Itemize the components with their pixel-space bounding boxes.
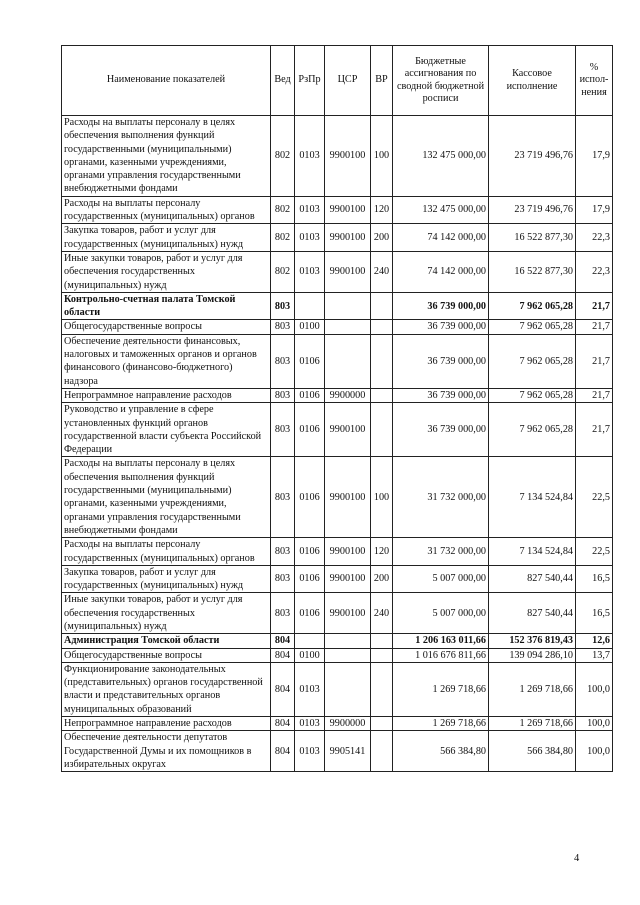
table-row <box>62 224 613 252</box>
cell-vr: 240 <box>371 251 393 292</box>
cell-ved: 802 <box>271 116 295 197</box>
cell-cash: 23 719 496,76 <box>489 196 576 224</box>
cell-rzpr <box>295 634 325 648</box>
cell-pct: 16,5 <box>576 593 613 634</box>
cell-csr <box>325 334 371 388</box>
cell-rzpr: 0103 <box>295 731 325 772</box>
cell-budget: 1 016 676 811,66 <box>393 648 489 662</box>
cell-pct: 21,7 <box>576 388 613 402</box>
cell-name: Общегосударственные вопросы <box>62 648 271 662</box>
cell-budget: 566 384,80 <box>393 731 489 772</box>
cell-vr <box>371 662 393 716</box>
cell-name: Расходы на выплаты персоналу в целях обеспечения выполнения функций государственными (муниципальными) органами, казенными учреждениями, органами управления государственными внебюджетными фондами <box>62 116 271 197</box>
cell-ved: 803 <box>271 593 295 634</box>
table-row <box>62 731 613 772</box>
header-name: Наименование показателей <box>62 46 271 116</box>
cell-budget: 36 739 000,00 <box>393 320 489 334</box>
cell-cash: 152 376 819,43 <box>489 634 576 648</box>
cell-rzpr: 0100 <box>295 320 325 334</box>
cell-csr: 9900100 <box>325 457 371 538</box>
cell-name: Иные закупки товаров, работ и услуг для обеспечения государственных (муниципальных) нужд <box>62 593 271 634</box>
table-row <box>62 320 613 334</box>
cell-cash: 139 094 286,10 <box>489 648 576 662</box>
cell-csr: 9900000 <box>325 388 371 402</box>
cell-budget: 74 142 000,00 <box>393 224 489 252</box>
cell-name: Расходы на выплаты персоналу государственных (муниципальных) органов <box>62 196 271 224</box>
cell-name: Администрация Томской области <box>62 634 271 648</box>
cell-ved: 803 <box>271 538 295 566</box>
cell-rzpr: 0106 <box>295 593 325 634</box>
cell-cash: 1 269 718,66 <box>489 717 576 731</box>
table-row <box>62 334 613 388</box>
cell-csr: 9900100 <box>325 565 371 593</box>
cell-name: Общегосударственные вопросы <box>62 320 271 334</box>
cell-csr <box>325 292 371 320</box>
cell-rzpr: 0106 <box>295 538 325 566</box>
cell-csr: 9900100 <box>325 224 371 252</box>
cell-vr <box>371 717 393 731</box>
cell-rzpr <box>295 292 325 320</box>
cell-rzpr: 0103 <box>295 116 325 197</box>
cell-ved: 804 <box>271 648 295 662</box>
cell-csr: 9900100 <box>325 196 371 224</box>
cell-budget: 5 007 000,00 <box>393 593 489 634</box>
cell-vr <box>371 292 393 320</box>
cell-rzpr: 0106 <box>295 403 325 457</box>
cell-name: Закупка товаров, работ и услуг для государственных (муниципальных) нужд <box>62 224 271 252</box>
cell-ved: 803 <box>271 565 295 593</box>
table-row <box>62 457 613 538</box>
cell-ved: 804 <box>271 662 295 716</box>
cell-csr <box>325 648 371 662</box>
cell-ved: 804 <box>271 634 295 648</box>
cell-rzpr: 0106 <box>295 388 325 402</box>
table-row <box>62 565 613 593</box>
cell-name: Контрольно-счетная палата Томской области <box>62 292 271 320</box>
cell-cash: 827 540,44 <box>489 565 576 593</box>
cell-rzpr: 0103 <box>295 196 325 224</box>
cell-pct: 21,7 <box>576 403 613 457</box>
cell-cash: 7 962 065,28 <box>489 388 576 402</box>
table-row <box>62 388 613 402</box>
cell-name: Иные закупки товаров, работ и услуг для обеспечения государственных (муниципальных) нужд <box>62 251 271 292</box>
header-vr: ВР <box>371 46 393 116</box>
cell-pct: 12,6 <box>576 634 613 648</box>
cell-budget: 36 739 000,00 <box>393 292 489 320</box>
cell-rzpr: 0100 <box>295 648 325 662</box>
cell-pct: 22,5 <box>576 457 613 538</box>
cell-ved: 802 <box>271 224 295 252</box>
table-body <box>62 116 613 772</box>
cell-budget: 1 269 718,66 <box>393 662 489 716</box>
header-ved: Вед <box>271 46 295 116</box>
cell-pct: 13,7 <box>576 648 613 662</box>
cell-vr: 200 <box>371 224 393 252</box>
page-number: 4 <box>574 853 580 864</box>
header-rzpr: РзПр <box>295 46 325 116</box>
cell-name: Функционирование законодательных (представительных) органов государственной власти и представительных органов муниципальных образований <box>62 662 271 716</box>
cell-rzpr: 0106 <box>295 457 325 538</box>
cell-cash: 7 962 065,28 <box>489 334 576 388</box>
table-row <box>62 593 613 634</box>
table-row <box>62 538 613 566</box>
cell-pct: 16,5 <box>576 565 613 593</box>
cell-ved: 802 <box>271 196 295 224</box>
cell-ved: 803 <box>271 292 295 320</box>
cell-cash: 23 719 496,76 <box>489 116 576 197</box>
cell-pct: 17,9 <box>576 196 613 224</box>
cell-csr: 9900100 <box>325 116 371 197</box>
cell-ved: 803 <box>271 320 295 334</box>
cell-csr: 9900100 <box>325 593 371 634</box>
cell-cash: 827 540,44 <box>489 593 576 634</box>
cell-cash: 566 384,80 <box>489 731 576 772</box>
cell-csr: 9900100 <box>325 403 371 457</box>
cell-pct: 100,0 <box>576 662 613 716</box>
cell-vr: 200 <box>371 565 393 593</box>
cell-pct: 22,3 <box>576 224 613 252</box>
cell-pct: 22,5 <box>576 538 613 566</box>
table-row <box>62 662 613 716</box>
cell-csr: 9905141 <box>325 731 371 772</box>
cell-cash: 1 269 718,66 <box>489 662 576 716</box>
cell-vr <box>371 634 393 648</box>
cell-name: Обеспечение деятельности финансовых, налоговых и таможенных органов и органов финансового (финансово-бюджетного) надзора <box>62 334 271 388</box>
cell-rzpr: 0103 <box>295 251 325 292</box>
cell-budget: 36 739 000,00 <box>393 388 489 402</box>
cell-vr <box>371 388 393 402</box>
budget-execution-table <box>61 45 613 772</box>
cell-vr <box>371 648 393 662</box>
cell-rzpr: 0103 <box>295 662 325 716</box>
cell-vr: 100 <box>371 457 393 538</box>
cell-rzpr: 0106 <box>295 565 325 593</box>
cell-budget: 132 475 000,00 <box>393 116 489 197</box>
cell-pct: 100,0 <box>576 731 613 772</box>
cell-ved: 804 <box>271 717 295 731</box>
cell-rzpr: 0106 <box>295 334 325 388</box>
cell-csr <box>325 320 371 334</box>
cell-budget: 36 739 000,00 <box>393 403 489 457</box>
cell-name: Непрограммное направление расходов <box>62 717 271 731</box>
cell-pct: 21,7 <box>576 292 613 320</box>
table-header-row <box>62 46 613 116</box>
cell-vr <box>371 731 393 772</box>
cell-cash: 16 522 877,30 <box>489 224 576 252</box>
cell-pct: 21,7 <box>576 320 613 334</box>
cell-cash: 7 962 065,28 <box>489 403 576 457</box>
cell-cash: 7 134 524,84 <box>489 538 576 566</box>
cell-cash: 16 522 877,30 <box>489 251 576 292</box>
header-budget: Бюджетные ассигнования по сводной бюджетной росписи <box>393 46 489 116</box>
cell-vr <box>371 320 393 334</box>
cell-name: Закупка товаров, работ и услуг для государственных (муниципальных) нужд <box>62 565 271 593</box>
table-row <box>62 648 613 662</box>
cell-budget: 5 007 000,00 <box>393 565 489 593</box>
cell-cash: 7 134 524,84 <box>489 457 576 538</box>
cell-ved: 804 <box>271 731 295 772</box>
table-row <box>62 116 613 197</box>
cell-name: Расходы на выплаты персоналу в целях обеспечения выполнения функций государственными (муниципальными) органами, казенными учреждениями, органами управления государственными внебюджетными фондами <box>62 457 271 538</box>
table-row <box>62 634 613 648</box>
cell-csr: 9900100 <box>325 538 371 566</box>
cell-budget: 74 142 000,00 <box>393 251 489 292</box>
cell-pct: 22,3 <box>576 251 613 292</box>
cell-ved: 803 <box>271 457 295 538</box>
table-row <box>62 251 613 292</box>
cell-budget: 31 732 000,00 <box>393 457 489 538</box>
cell-name: Непрограммное направление расходов <box>62 388 271 402</box>
table-row <box>62 403 613 457</box>
cell-csr <box>325 662 371 716</box>
cell-ved: 803 <box>271 334 295 388</box>
table-row <box>62 717 613 731</box>
table-row <box>62 196 613 224</box>
header-csr: ЦСР <box>325 46 371 116</box>
cell-cash: 7 962 065,28 <box>489 292 576 320</box>
cell-vr: 100 <box>371 116 393 197</box>
cell-cash: 7 962 065,28 <box>489 320 576 334</box>
cell-vr <box>371 403 393 457</box>
cell-rzpr: 0103 <box>295 224 325 252</box>
cell-vr: 120 <box>371 196 393 224</box>
cell-budget: 132 475 000,00 <box>393 196 489 224</box>
cell-budget: 1 206 163 011,66 <box>393 634 489 648</box>
cell-pct: 100,0 <box>576 717 613 731</box>
cell-vr: 120 <box>371 538 393 566</box>
cell-name: Руководство и управление в сфере установленных функций органов государственной власти субъекта Российской Федерации <box>62 403 271 457</box>
cell-budget: 36 739 000,00 <box>393 334 489 388</box>
cell-vr: 240 <box>371 593 393 634</box>
cell-name: Расходы на выплаты персоналу государственных (муниципальных) органов <box>62 538 271 566</box>
table-row <box>62 292 613 320</box>
cell-csr: 9900100 <box>325 251 371 292</box>
cell-name: Обеспечение деятельности депутатов Государственной Думы и их помощников в избирательных округах <box>62 731 271 772</box>
cell-pct: 17,9 <box>576 116 613 197</box>
cell-budget: 1 269 718,66 <box>393 717 489 731</box>
cell-vr <box>371 334 393 388</box>
cell-budget: 31 732 000,00 <box>393 538 489 566</box>
cell-csr: 9900000 <box>325 717 371 731</box>
cell-ved: 803 <box>271 403 295 457</box>
cell-ved: 803 <box>271 388 295 402</box>
cell-csr <box>325 634 371 648</box>
cell-ved: 802 <box>271 251 295 292</box>
cell-pct: 21,7 <box>576 334 613 388</box>
header-pct: % испол-нения <box>576 46 613 116</box>
header-cash: Кассовое исполнение <box>489 46 576 116</box>
cell-rzpr: 0103 <box>295 717 325 731</box>
